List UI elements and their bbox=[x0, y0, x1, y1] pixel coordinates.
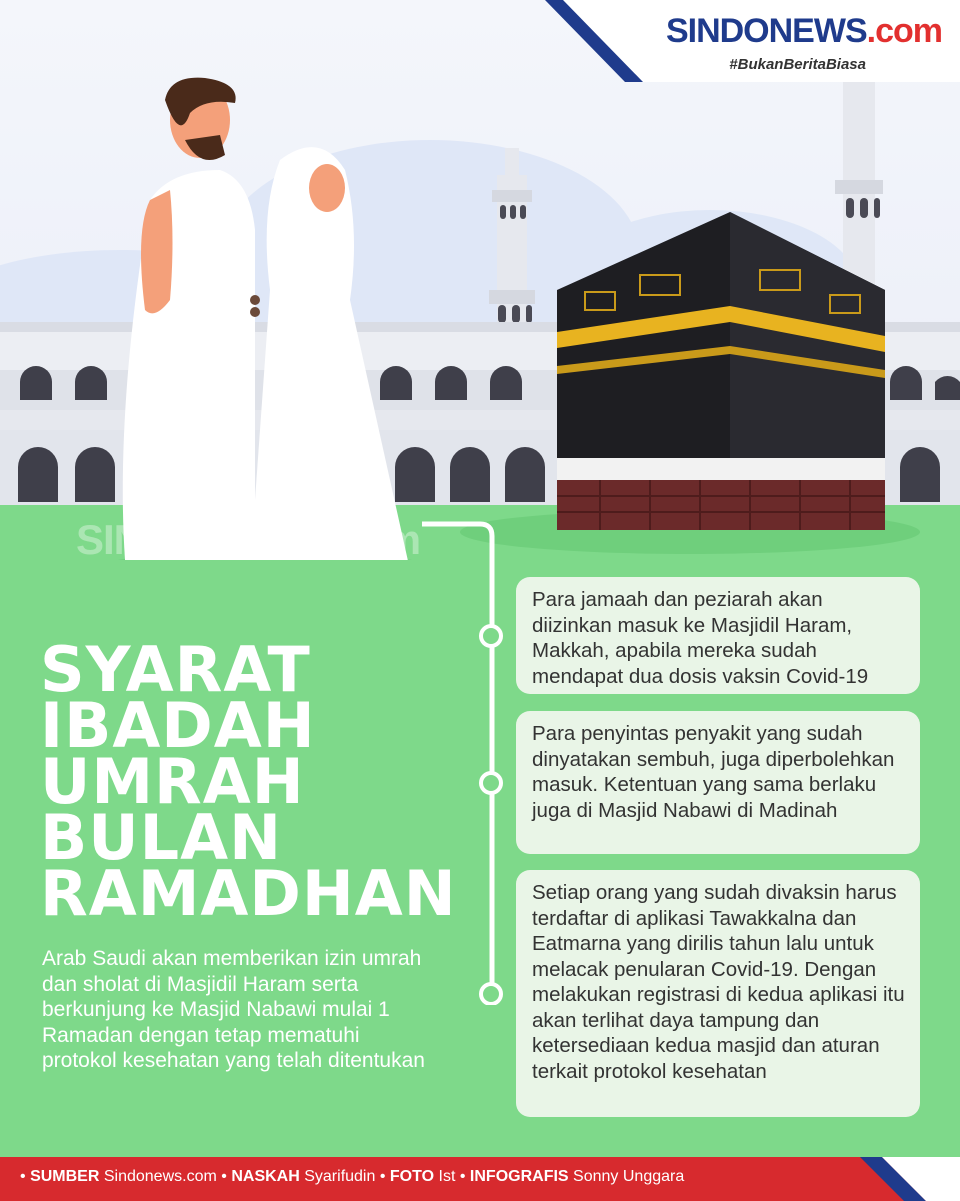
brand-logo bbox=[666, 12, 942, 51]
credit-infographic-value: Sonny Unggara bbox=[573, 1168, 685, 1185]
title-line: UMRAH bbox=[40, 745, 305, 818]
point-text: Para penyintas penyakit yang sudah dinyatakan sembuh, juga diperbolehkan masuk. Ketentuan yang sama berlaku juga di Masjid Nabawi di Madinah bbox=[532, 722, 895, 822]
credit-source-value: Sindonews.com bbox=[103, 1168, 217, 1185]
mosque-scene-illustration bbox=[0, 0, 960, 560]
point-text: Para jamaah dan peziarah akan diizinkan masuk ke Masjidil Haram, Makkah, apabila mereka sudah mendapat dua dosis vaksin Covid-19 bbox=[532, 588, 869, 688]
title-line: BULAN bbox=[40, 801, 282, 874]
point-card bbox=[516, 870, 920, 1117]
kaaba-illustration bbox=[557, 212, 885, 530]
footer-corner-shape bbox=[860, 1157, 960, 1201]
title-line: SYARAT bbox=[40, 633, 311, 706]
credit-separator: • bbox=[379, 1168, 386, 1185]
credit-source-label: SUMBER bbox=[30, 1168, 100, 1185]
credit-writer-value: Syarifudin bbox=[304, 1168, 376, 1185]
brand-hashtag: #BukanBeritaBiasa bbox=[729, 56, 866, 73]
credit-infographic-label: INFOGRAFIS bbox=[469, 1168, 569, 1185]
brand-logo-suffix: .com bbox=[866, 12, 942, 50]
pilgrim-man-illustration bbox=[123, 78, 260, 560]
timeline-node bbox=[481, 773, 501, 793]
timeline-node bbox=[481, 626, 501, 646]
point-card bbox=[516, 577, 920, 694]
timeline-node bbox=[481, 984, 501, 1004]
watermark: SINDONEWS.com bbox=[76, 516, 421, 563]
credit-separator: • bbox=[221, 1168, 227, 1185]
credit-separator: • bbox=[459, 1168, 466, 1185]
point-card bbox=[516, 711, 920, 854]
intro-paragraph: Arab Saudi akan memberikan izin umrah dan sholat di Masjidil Haram serta berkunjung ke Masjid Nabawi mulai 1 Ramadan dengan tetap mematuhi protokol kesehatan yang telah ditentukan bbox=[42, 947, 425, 1072]
page-title bbox=[40, 633, 457, 930]
brand-logo-main: SINDONEWS bbox=[665, 12, 867, 50]
title-line: IBADAH bbox=[40, 689, 316, 762]
credit-photo-label: FOTO bbox=[389, 1168, 435, 1185]
credits-line bbox=[20, 1168, 684, 1186]
credit-photo-value: Ist bbox=[438, 1168, 456, 1185]
credit-separator: • bbox=[20, 1168, 26, 1185]
point-text: Setiap orang yang sudah divaksin harus terdaftar di aplikasi Tawakkalna dan Eatmarna yang dirilis tahun lalu untuk melacak penularan Covid-19. Dengan melakukan registrasi di kedua aplikasi itu akan terlihat daya tampung dan ketersediaan kedua masjid dan aturan terkait protokol kesehatan bbox=[532, 881, 905, 1083]
credit-writer-label: NASKAH bbox=[231, 1168, 300, 1185]
title-line: RAMADHAN bbox=[40, 857, 457, 930]
timeline-connector bbox=[420, 515, 520, 1005]
